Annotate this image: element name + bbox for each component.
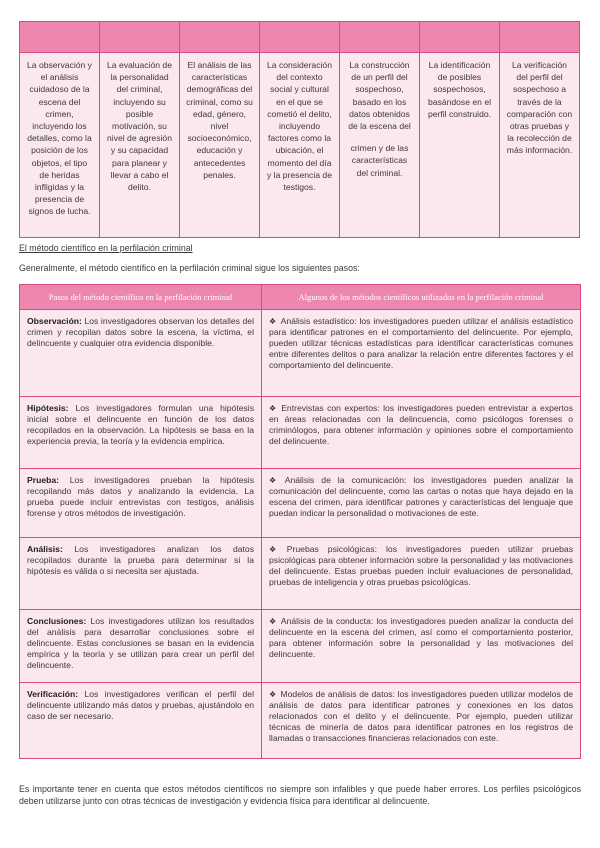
method-description: Modelos de análisis de datos: los investigadores pueden utilizar modelos de análisis de datos para identificar patrones y conexiones en los datos relacionados con el delito y el delincuente. Por ejemplo, pueden utilizar técnicas de minería de datos para identificar patrones en los registros de llamadas o transacciones financieras relacionados con este. [269, 689, 574, 744]
top-table-body-row [20, 53, 580, 238]
top-table-header-cell [180, 22, 260, 53]
step-cell [20, 610, 262, 683]
top-table-header-row [20, 22, 580, 53]
step-title: Verificación: [27, 689, 79, 699]
step-description: Los investigadores prueban la hipótesis recopilando más datos y analizando la evidencia. La prueba puede incluir entrevistas con testigos, análisis forense y otros métodos de investigación. [27, 475, 254, 519]
top-table-cell [100, 53, 180, 238]
top-table-header-cell [20, 22, 100, 53]
diamond-bullet-icon: ❖ [269, 545, 283, 554]
step-cell [20, 310, 262, 397]
steps-column-header: Pasos del método científico en la perfilación criminal [20, 285, 262, 310]
step-cell [20, 397, 262, 469]
top-table-header-cell [100, 22, 180, 53]
intro-paragraph: Generalmente, el método científico en la perfilación criminal sigue los siguientes pasos: [19, 263, 360, 273]
top-table-header-cell [420, 22, 500, 53]
top-table-cell-text: La construcción de un perfil del sospechoso, basado en los datos obtenidos de la escena del [348, 60, 411, 132]
top-table-cell-text: crimen y de las características del criminal. [350, 143, 409, 178]
top-table-cell-text: La verificación del perfil del sospechoso a través de la comparación con otras pruebas y la recolección de más información. [506, 60, 573, 156]
methods-table-row [20, 310, 581, 397]
top-table-header-cell [340, 22, 420, 53]
step-description: Los investigadores analizan los datos recopilados durante la prueba para determinar si la hipótesis es válida o si necesita ser ajustada. [27, 544, 254, 577]
diamond-bullet-icon: ❖ [269, 617, 277, 626]
step-cell [20, 683, 262, 759]
diamond-bullet-icon: ❖ [269, 317, 277, 326]
step-title: Conclusiones: [27, 616, 87, 626]
method-description: Pruebas psicológicas: los investigadores pueden utilizar pruebas psicológicas para obtener información sobre la personalidad y las motivaciones del delincuente. Estas pruebas pueden incluir evaluaciones de personalidad, pruebas de inteligencia y otras pruebas psicológicas. [269, 544, 574, 588]
top-table-cell-text: La observación y el análisis cuidadoso de la escena del crimen, incluyendo los detalles, como la posición de los objetos, el tipo de heridas infligidas y la presencia de signos de lucha. [27, 60, 92, 217]
top-table-header-cell [500, 22, 580, 53]
step-cell [20, 538, 262, 610]
top-table-header-cell [260, 22, 340, 53]
methods-table-row [20, 397, 581, 469]
section-heading: El método científico en la perfilación criminal [19, 243, 193, 253]
top-table-cell-text: El análisis de las características demográficas del criminal, como su edad, género, nivel socioeconómico, educación y antecedentes penales. [186, 60, 253, 180]
top-table-cell [340, 53, 420, 238]
diamond-bullet-icon: ❖ [269, 404, 278, 413]
method-cell [262, 397, 581, 469]
diamond-bullet-icon: ❖ [269, 476, 281, 485]
method-description: Entrevistas con expertos: los investigadores pueden entrevistar a expertos en áreas relacionadas con la delincuencia, como psicólogos forenses o criminólogos, para obtener información y opiniones sobre el comportamiento del delincuente. [269, 403, 574, 447]
methods-table-row [20, 683, 581, 759]
methods-table [19, 284, 581, 759]
step-description: Los investigadores formulan una hipótesis inicial sobre el delincuente en función de los datos recopilados en la observación. La hipótesis se basa en la experiencia previa, la teoría y la evidencia empírica. [27, 403, 254, 447]
step-description: Los investigadores verifican el perfil del delincuente utilizando más datos y pruebas, ajustándolo en caso de ser necesario. [27, 689, 254, 722]
methods-table-row [20, 538, 581, 610]
top-table-cell [20, 53, 100, 238]
step-title: Análisis: [27, 544, 63, 554]
top-table-cell [420, 53, 500, 238]
top-table [19, 21, 580, 238]
closing-paragraph: Es importante tener en cuenta que estos métodos científicos no siempre son infalibles y que puede haber errores. Los perfiles psicológicos deben utilizarse junto con otras técnicas de investigación y evidencia física para identificar al delincuente. [19, 784, 581, 806]
method-cell [262, 683, 581, 759]
top-table-cell-text: La consideración del contexto social y cultural en el que se cometió el delito, incluyendo factores como la ubicación, el momento del día y la presencia de testigos. [267, 60, 332, 193]
step-title: Observación: [27, 316, 82, 326]
step-description: Los investigadores observan los detalles del crimen y recopilan datos sobre la escena, la víctima, el delincuente y cualquier otra evidencia disponible. [27, 316, 254, 349]
methods-table-header-row [20, 285, 581, 310]
methods-table-row [20, 469, 581, 538]
top-table-cell-text: La evaluación de la personalidad del criminal, incluyendo su posible motivación, su nivel de agresión y su capacidad para planear y llevar a cabo el delito. [107, 60, 172, 193]
diamond-bullet-icon: ❖ [269, 690, 277, 699]
methods-column-header: Algunos de los métodos científicos utilizados en la perfilación criminal [262, 285, 581, 310]
top-table-cell [500, 53, 580, 238]
method-description: Análisis estadístico: los investigadores pueden utilizar el análisis estadístico para identificar patrones en el comportamiento del delincuente. Por ejemplo, pueden utilizar técnicas estadísticas para identificar características comunes entre diferentes delitos o para analizar la relación entre diferentes factores y el comportamiento del delincuente. [269, 316, 573, 371]
step-cell [20, 469, 262, 538]
method-cell [262, 610, 581, 683]
step-description: Los investigadores utilizan los resultados del análisis para desarrollar conclusiones sobre el delincuente. Estas conclusiones se basan en la evidencia empírica y la teoría y se utilizan para crear un perfil del delincuente. [27, 616, 254, 671]
step-title: Hipótesis: [27, 403, 69, 413]
top-table-cell [260, 53, 340, 238]
methods-table-row [20, 610, 581, 683]
top-table-cell-text: La identificación de posibles sospechosos, basándose en el perfil construido. [427, 60, 492, 119]
method-cell [262, 469, 581, 538]
method-description: Análisis de la conducta: los investigadores pueden analizar la conducta del delincuente en la escena del crimen, así como el comportamiento posterior, para obtener información sobre la personalidad y las motivaciones del delincuente. [269, 616, 574, 660]
step-title: Prueba: [27, 475, 59, 485]
method-cell [262, 310, 581, 397]
method-description: Análisis de la comunicación: los investigadores pueden analizar la comunicación del delincuente, como las cartas o notas que haya dejado en la escena del crimen, para identificar patrones y características del lenguaje que puedan indicar la personalidad o motivaciones de este. [269, 475, 573, 519]
method-cell [262, 538, 581, 610]
top-table-cell [180, 53, 260, 238]
